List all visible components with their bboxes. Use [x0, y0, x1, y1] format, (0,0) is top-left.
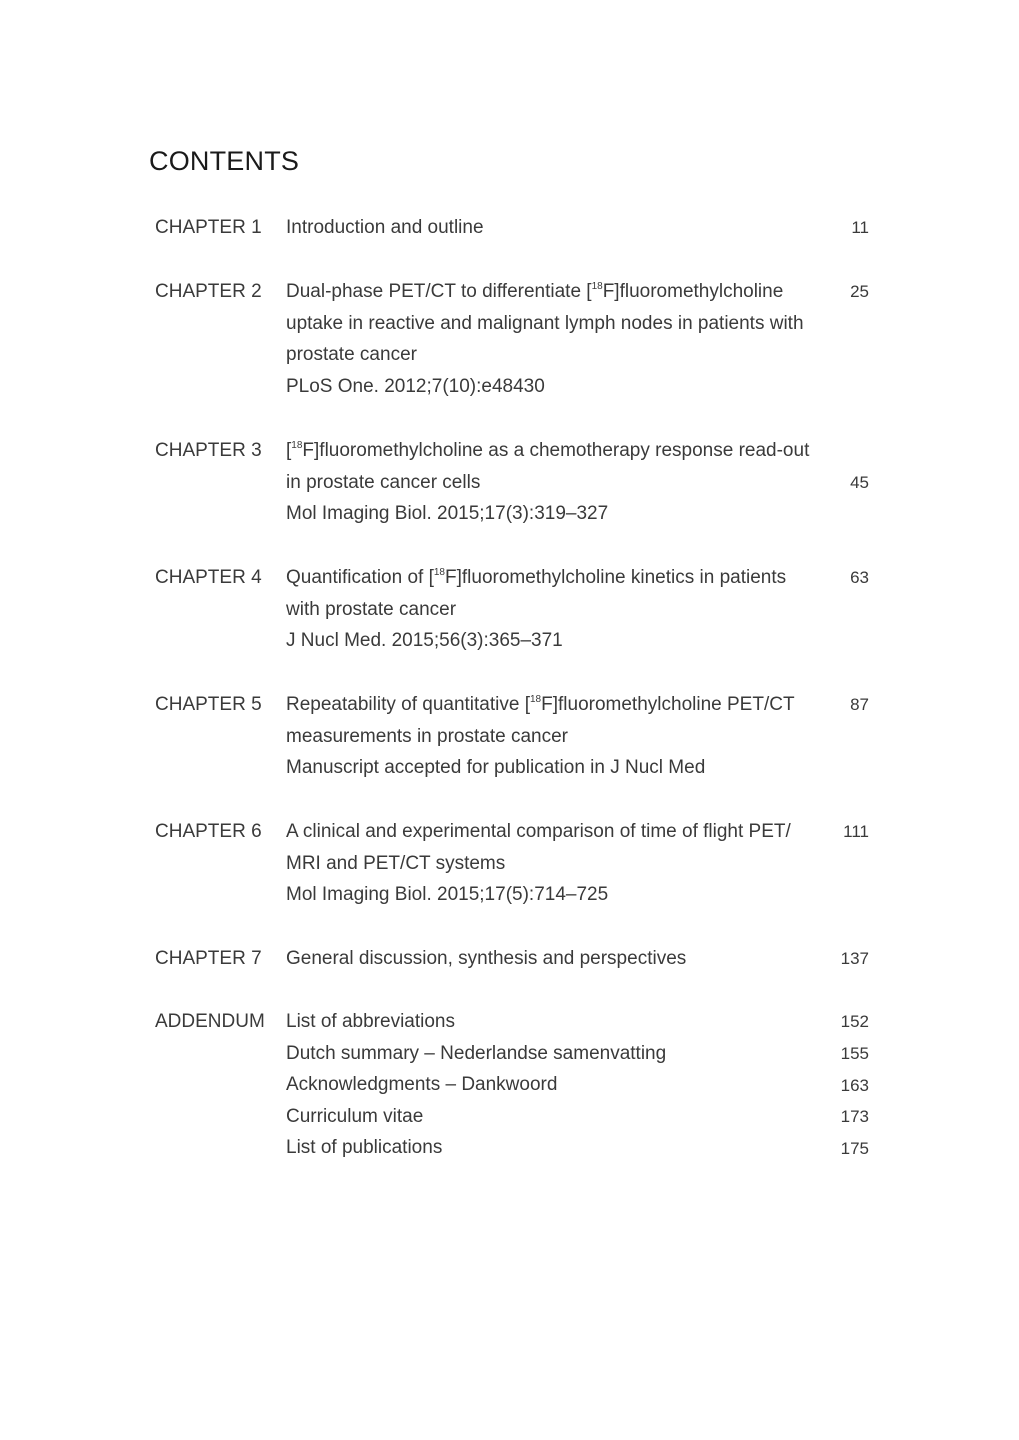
- chapter-label: CHAPTER 6: [155, 821, 262, 842]
- addendum-item-acknowledgments[interactable]: Acknowledgments – Dankwoord: [286, 1074, 558, 1096]
- page-title: CONTENTS: [149, 146, 300, 176]
- entry-citation: Mol Imaging Biol. 2015;17(3):319–327: [286, 503, 609, 525]
- entry-title-line: prostate cancer: [286, 344, 417, 366]
- entry-title: Introduction and outline: [286, 217, 484, 238]
- chapter-label: CHAPTER 5: [155, 694, 262, 715]
- page-number: 25: [850, 282, 869, 301]
- entry-title-line: Dual-phase PET/CT to differentiate [$^{18}$F]fluoromethylcholine: [286, 281, 784, 302]
- page-number: 45: [850, 473, 869, 492]
- chapter-label: CHAPTER 1: [155, 217, 262, 238]
- entry-citation: J Nucl Med. 2015;56(3):365–371: [286, 630, 563, 652]
- page-number: 173: [840, 1107, 869, 1126]
- entry-title-line: A clinical and experimental comparison of time of flight PET/: [286, 821, 791, 842]
- chapter-label: CHAPTER 4: [155, 567, 262, 588]
- entry-title-line: MRI and PET/CT systems: [286, 852, 506, 874]
- entry-title: General discussion, synthesis and perspectives: [286, 948, 687, 969]
- entry-title-line: with prostate cancer: [286, 598, 457, 620]
- addendum-item-curriculum-vitae[interactable]: Curriculum vitae: [286, 1105, 424, 1127]
- entry-citation: Mol Imaging Biol. 2015;17(5):714–725: [286, 884, 609, 906]
- page-number: 137: [840, 949, 869, 968]
- entry-citation: PLoS One. 2012;7(10):e48430: [286, 375, 545, 397]
- entry-title-line: uptake in reactive and malignant lymph nodes in patients with: [286, 312, 804, 334]
- entry-citation: Manuscript accepted for publication in J Nucl Med: [286, 757, 706, 779]
- page-number: 163: [840, 1076, 869, 1095]
- chapter-label: CHAPTER 2: [155, 281, 262, 302]
- entry-title-line: in prostate cancer cells: [286, 471, 481, 493]
- page-number: 152: [840, 1012, 869, 1031]
- page-number: 155: [840, 1044, 869, 1063]
- page-number: 175: [840, 1139, 869, 1158]
- addendum-item-publications[interactable]: List of publications: [286, 1137, 443, 1159]
- page-number: 111: [843, 822, 869, 841]
- page-number: 63: [850, 568, 869, 587]
- addendum-item-dutch-summary[interactable]: Dutch summary – Nederlandse samenvatting: [286, 1042, 667, 1064]
- entry-title-line: Quantification of [$^{18}$F]fluoromethylcholine kinetics in patients: [286, 567, 787, 588]
- chapter-label: CHAPTER 7: [155, 948, 262, 969]
- addendum-item-abbreviations[interactable]: List of abbreviations: [286, 1011, 455, 1032]
- page-number: 87: [850, 695, 869, 714]
- entry-title-line: Repeatability of quantitative [$^{18}$F]fluoromethylcholine PET/CT: [286, 694, 795, 715]
- chapter-label: CHAPTER 3: [155, 440, 262, 461]
- addendum-label: ADDENDUM: [155, 1011, 265, 1032]
- entry-title-line: [$^{18}$F]fluoromethylcholine as a chemotherapy response read-out: [286, 440, 810, 461]
- entry-title-line: measurements in prostate cancer: [286, 725, 568, 747]
- page-number: 11: [851, 218, 869, 237]
